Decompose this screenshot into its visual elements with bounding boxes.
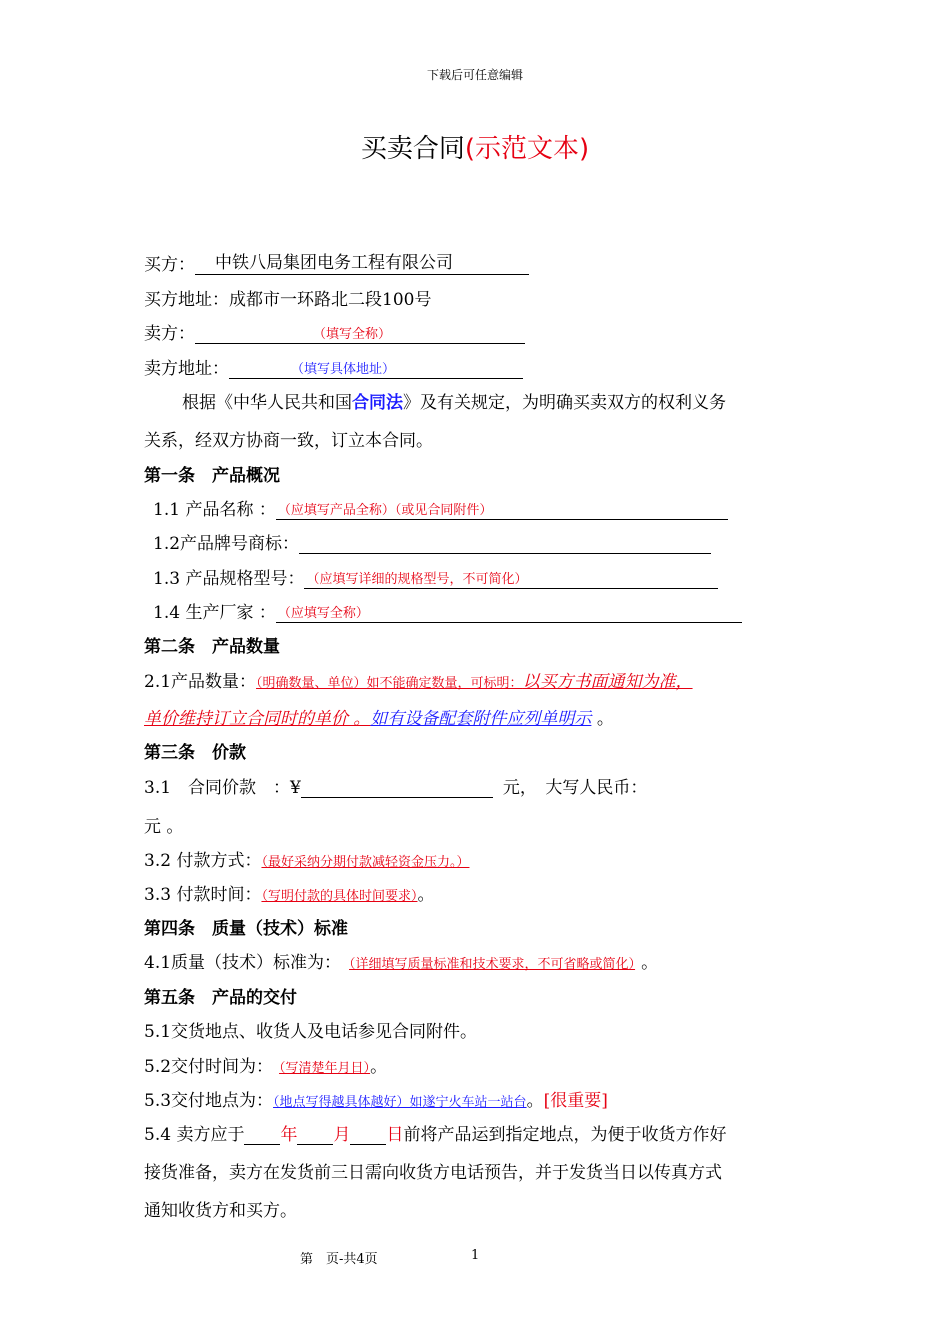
item-1-4: 1.4 生产厂家 ： （应填写全称） [153,598,742,623]
item-3-1-cont: 元 。 [144,817,184,837]
item-2-1-cont: 单价维持订立合同时的单价 。如有设备配套附件应列单明示 。 [144,709,614,729]
item-5-4-cont2: 通知收货方和买方。 [144,1201,297,1221]
section1-title: 第一条 产品概况 [144,466,280,486]
seller-address-line: 卖方地址： （填写具体地址） [144,354,523,379]
item-3-2: 3.2 付款方式：（最好采纳分期付款减轻资金压力。） [144,851,470,871]
intro-paragraph-line2: 关系，经双方协商一致，订立本合同。 [144,431,433,451]
title-main: 买卖合同 [360,134,465,164]
page-header: 下载后可任意编辑 [426,68,523,82]
day-field[interactable] [350,1124,386,1145]
seller-line: 卖方： （填写全称） [144,319,525,344]
seller-address-field[interactable]: （填写具体地址） [229,358,523,379]
item-1-1: 1.1 产品名称 ： （应填写产品全称）（或见合同附件） [153,495,728,520]
section2-title: 第二条 产品数量 [144,637,280,657]
buyer-address-line: 买方地址：成都市一环路北二段100号 [144,290,432,310]
document-title [0,128,950,165]
month-field[interactable] [297,1124,333,1145]
section4-title: 第四条 质量（技术）标准 [144,919,348,939]
item-5-2: 5.2交付时间为： （写清楚年月日）。 [144,1057,388,1077]
brand-field[interactable] [299,533,711,554]
section3-title: 第三条 价款 [144,743,246,763]
item-5-3: 5.3交付地点为：（地点写得越具体越好）如遂宁火车站一站台。[很重要] [144,1091,608,1111]
item-4-1: 4.1质量（技术）标准为： （详细填写质量标准和技术要求，不可省略或简化） 。 [144,953,659,973]
item-5-4: 5.4 卖方应于 年 月 日前将产品运到指定地点，为便于收货方作好 [144,1125,727,1145]
contract-law-link[interactable]: 合同法 [352,393,403,413]
seller-field[interactable]: （填写全称） [195,323,525,344]
page-count: 第 页-共4页 [300,1252,378,1267]
year-field[interactable] [244,1124,280,1145]
spec-field[interactable]: （应填写详细的规格型号，不可简化） [304,568,718,589]
manufacturer-field[interactable]: （应填写全称） [276,602,742,623]
intro-paragraph-line1: 根据《中华人民共和国合同法》及有关规定，为明确买卖双方的权利义务 [182,393,726,413]
title-paren: (示范文本) [464,134,590,164]
product-name-field[interactable]: （应填写产品全称）（或见合同附件） [276,499,728,520]
item-1-3: 1.3 产品规格型号： （应填写详细的规格型号，不可简化） [153,564,718,589]
price-field[interactable] [301,777,493,798]
buyer-field[interactable]: 中铁八局集团电务工程有限公司 [195,254,529,275]
buyer-line: 买方： 中铁八局集团电务工程有限公司 [144,250,529,275]
item-5-1: 5.1交货地点、收货人及电话参见合同附件。 [144,1022,478,1042]
page-number: 1 [471,1248,480,1263]
item-3-1: 3.1 合同价款 ：¥ 元， 大写人民币： [144,778,648,798]
item-3-3: 3.3 付款时间：（写明付款的具体时间要求）。 [144,885,435,905]
section5-title: 第五条 产品的交付 [144,988,297,1008]
item-1-2: 1.2产品牌号商标： [153,529,711,554]
item-2-1: 2.1产品数量：（明确数量、单位）如不能确定数量，可标明：以买方书面通知为准， [144,672,693,692]
item-5-4-cont1: 接货准备，卖方在发货前三日需向收货方电话预告，并于发货当日以传真方式 [144,1163,722,1183]
